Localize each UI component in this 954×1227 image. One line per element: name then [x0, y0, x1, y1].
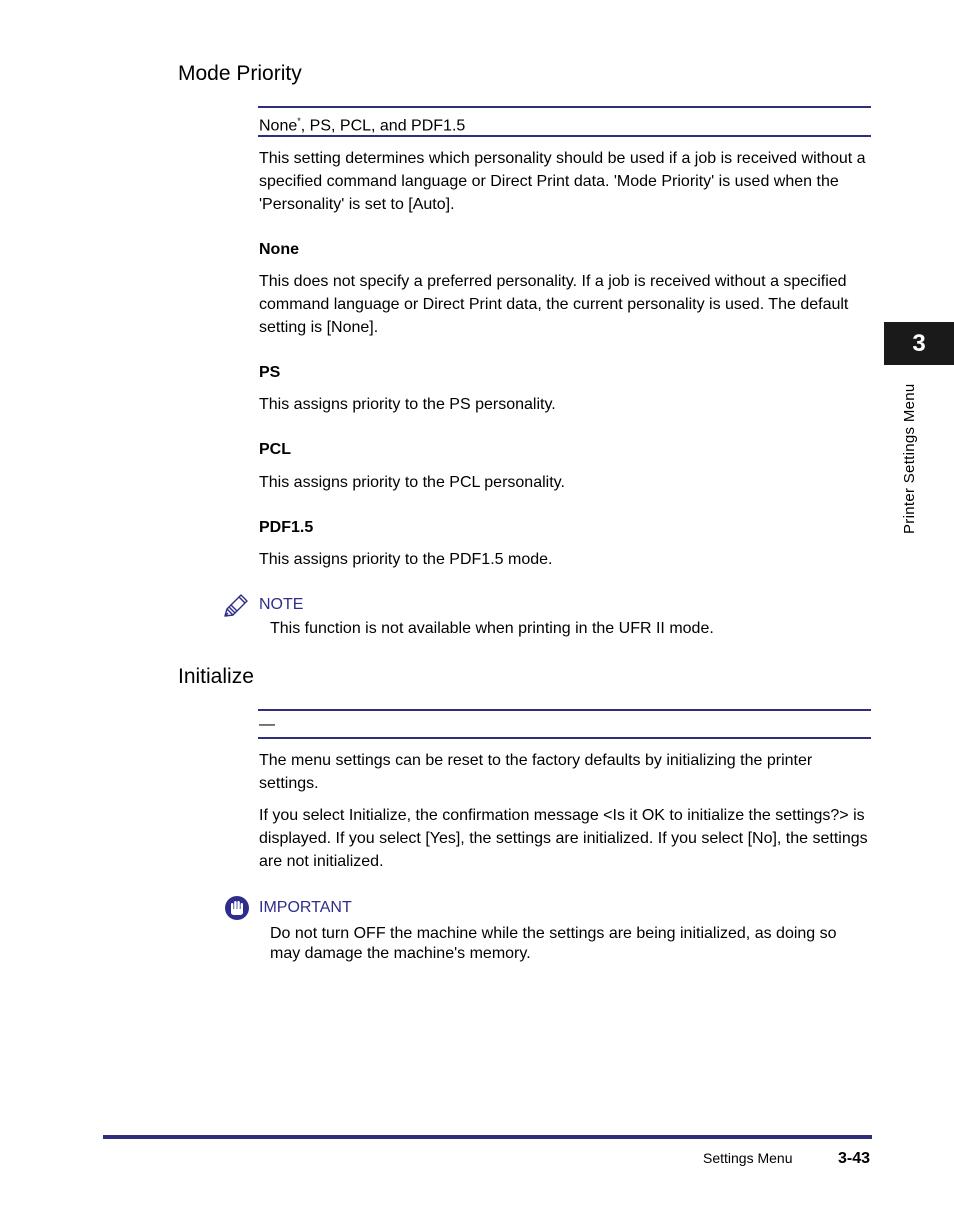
note-text: This function is not available when printing in the UFR II mode. — [270, 620, 714, 637]
page-number: 3-43 — [838, 1150, 871, 1167]
mode-priority-heading: Mode Priority — [178, 62, 302, 85]
important-text: Do not turn OFF the machine while the settings are being initialized, as doing so may damage the machine's memory. — [270, 925, 837, 962]
item-title-pdf: PDF1.5 — [259, 519, 314, 536]
init-options-top-rule — [258, 709, 871, 711]
chapter-side-label: Printer Settings Menu — [901, 383, 918, 534]
initialize-paragraph-1: The menu settings can be reset to the factory defaults by initializing the printer settings. — [259, 752, 813, 792]
mode-priority-description: This setting determines which personality should be used if a job is received without a specified command language or Direct Print data. 'Mode Priority' is used when the 'Personality' is set to [Auto]. — [259, 150, 866, 213]
pencil-icon — [222, 593, 250, 619]
initialize-heading: Initialize — [178, 665, 254, 688]
note-title: NOTE — [259, 596, 304, 613]
initialize-options: — — [259, 716, 275, 733]
footer-section-name: Settings Menu — [703, 1150, 793, 1166]
init-options-bottom-rule — [258, 737, 871, 739]
mode-priority-options: None*, PS, PCL, and PDF1.5 — [259, 116, 466, 135]
hand-stop-icon — [224, 895, 250, 921]
chapter-number: 3 — [912, 329, 926, 357]
item-text-ps: This assigns priority to the PS personality. — [259, 396, 556, 413]
options-bottom-rule — [258, 135, 871, 137]
item-text-none: This does not specify a preferred personality. If a job is received without a specified command language or Direct Print data, the current personality is used. The default setting is [None]. — [259, 273, 849, 336]
item-title-none: None — [259, 241, 299, 258]
item-title-pcl: PCL — [259, 441, 291, 458]
important-title: IMPORTANT — [259, 899, 352, 916]
item-title-ps: PS — [259, 364, 281, 381]
item-text-pcl: This assigns priority to the PCL personality. — [259, 474, 565, 491]
item-text-pdf: This assigns priority to the PDF1.5 mode. — [259, 551, 553, 568]
chapter-tab — [884, 322, 954, 365]
initialize-paragraph-2: If you select Initialize, the confirmation message <Is it OK to initialize the settings?> is displayed. If you select [Yes], the settings are initialized. If you select [No], the settings are not initialized. — [259, 807, 868, 870]
footer-rule — [103, 1135, 872, 1139]
options-top-rule — [258, 106, 871, 108]
